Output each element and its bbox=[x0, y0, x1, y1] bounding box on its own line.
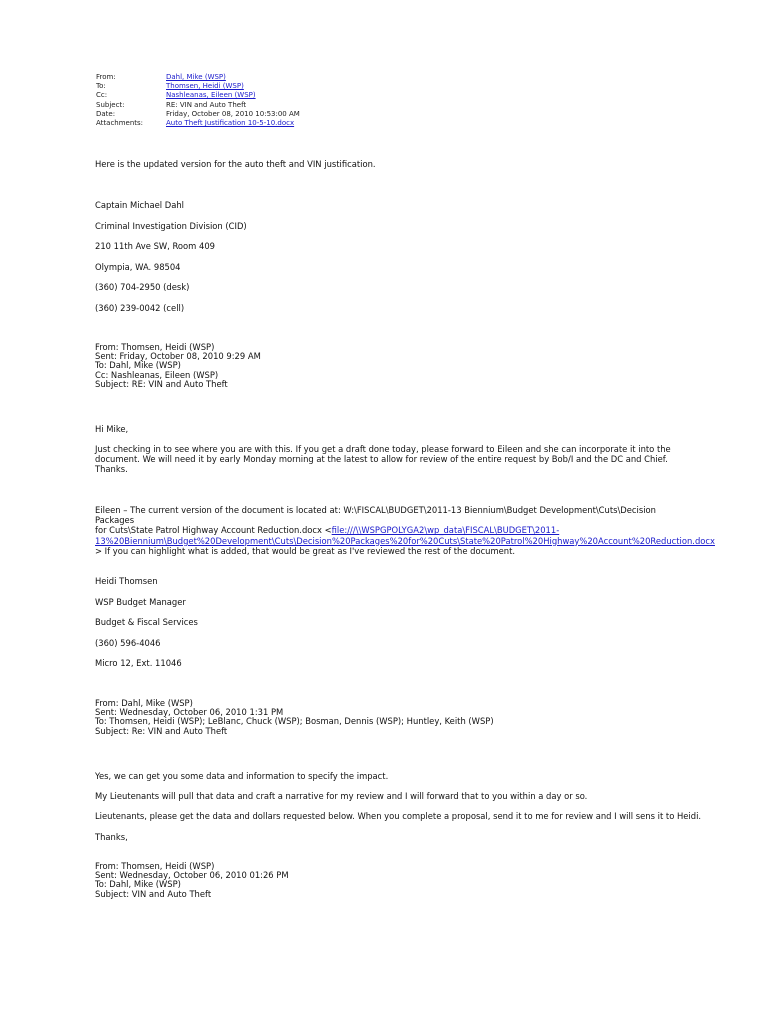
fwd-from: From: Dahl, Mike (WSP) bbox=[95, 698, 193, 708]
fwd-from: From: Thomsen, Heidi (WSP) bbox=[95, 342, 215, 352]
header-cc-row bbox=[96, 91, 300, 100]
fwd-cc: Cc: Nashleanas, Eileen (WSP) bbox=[95, 369, 219, 380]
fwd-to: To: Dahl, Mike (WSP) bbox=[95, 360, 181, 371]
from-link[interactable]: Dahl, Mike (WSP) bbox=[166, 73, 226, 81]
paragraph-text: for Cuts\State Patrol Highway Account Reduction.docx < bbox=[95, 525, 332, 536]
fwd-subject: Subject: Re: VIN and Auto Theft bbox=[95, 725, 228, 736]
header-label: Date: bbox=[96, 109, 116, 118]
forwarded-header bbox=[95, 343, 261, 389]
header-attachments-row bbox=[96, 119, 300, 128]
paragraph-line: Thanks. bbox=[95, 464, 128, 475]
header-label: Attachments: bbox=[96, 119, 144, 128]
paragraph-line: Just checking in to see where you are with this. If you get a draft done today, please forward to Eileen and she can incorporate it into the bbox=[95, 444, 671, 454]
reply-text: My Lieutenants will pull that data and craft a narrative for my review and I will forward that to you within a day or so. bbox=[95, 791, 588, 801]
signature-line: Olympia, WA. 98504 bbox=[95, 262, 181, 272]
fwd-subject: Subject: RE: VIN and Auto Theft bbox=[95, 378, 228, 389]
signature-line: WSP Budget Manager bbox=[95, 597, 186, 607]
paragraph-line: document. We will need it by early Monday morning at the latest to allow for review of the entire request by Bob/I and the DC and Chief. bbox=[95, 454, 668, 465]
signature-line: Criminal Investigation Division (CID) bbox=[95, 221, 247, 231]
paragraph-line bbox=[95, 535, 715, 546]
fwd-to: To: Thomsen, Heidi (WSP); LeBlanc, Chuck (WSP); Bosman, Dennis (WSP); Huntley, Keith (WSP) bbox=[95, 716, 494, 727]
signature-line: Captain Michael Dahl bbox=[95, 200, 184, 210]
reply-text: Thanks, bbox=[95, 832, 128, 842]
date-value: Friday, October 08, 2010 10:53:00 AM bbox=[166, 109, 300, 118]
to-link[interactable]: Thomsen, Heidi (WSP) bbox=[166, 82, 244, 91]
header-label: To: bbox=[96, 82, 106, 91]
header-from-row bbox=[96, 73, 300, 82]
header-label: From: bbox=[96, 73, 116, 81]
header-label: Cc: bbox=[96, 91, 108, 100]
greeting: Hi Mike, bbox=[95, 424, 129, 434]
signature-line: (360) 239-0042 (cell) bbox=[95, 303, 185, 313]
reply-text: Yes, we can get you some data and information to specify the impact. bbox=[95, 771, 389, 781]
header-label: Subject: bbox=[96, 100, 125, 109]
header-date-row bbox=[96, 110, 300, 119]
forwarded-header bbox=[95, 862, 289, 899]
fwd-subject: Subject: VIN and Auto Theft bbox=[95, 888, 212, 899]
paragraph bbox=[95, 444, 695, 475]
signature-line: (360) 596-4046 bbox=[95, 638, 161, 648]
subject-value: RE: VIN and Auto Theft bbox=[166, 100, 247, 109]
fwd-to: To: Dahl, Mike (WSP) bbox=[95, 879, 181, 890]
header-to-row bbox=[96, 82, 300, 91]
paragraph-line bbox=[95, 525, 695, 535]
file-link[interactable]: file:///\\WSPGPOLYGA2\wp_data\FISCAL\BUDGET\2011- bbox=[331, 525, 560, 536]
fwd-sent: Sent: Wednesday, October 06, 2010 1:31 PM bbox=[95, 707, 284, 718]
fwd-sent: Sent: Wednesday, October 06, 2010 01:26 PM bbox=[95, 870, 289, 881]
cc-link[interactable]: Nashleanas, Eileen (WSP) bbox=[166, 91, 256, 100]
intro-text: Here is the updated version for the auto theft and VIN justification. bbox=[95, 159, 376, 169]
fwd-from: From: Thomsen, Heidi (WSP) bbox=[95, 861, 215, 871]
reply-text: Lieutenants, please get the data and dollars requested below. When you complete a proposal, send it to me for review and I will sens it to Heidi. bbox=[95, 811, 702, 821]
email-header bbox=[96, 73, 300, 128]
forwarded-header bbox=[95, 699, 494, 736]
file-location-paragraph bbox=[95, 505, 715, 556]
paragraph-line: Eileen – The current version of the document is located at: W:\FISCAL\BUDGET\2011-13 Biennium\Budget Development\Cuts\Decision Packages bbox=[95, 505, 656, 526]
paragraph-line: > If you can highlight what is added, that would be great as I've reviewed the rest of the document. bbox=[95, 545, 516, 556]
fwd-sent: Sent: Friday, October 08, 2010 9:29 AM bbox=[95, 351, 261, 362]
attachment-link[interactable]: Auto Theft Justification 10-5-10.docx bbox=[166, 119, 295, 128]
signature-line: (360) 704-2950 (desk) bbox=[95, 282, 190, 292]
signature-line: Micro 12, Ext. 11046 bbox=[95, 658, 182, 668]
file-link-continued[interactable]: 13%20Biennium\Budget%20Development\Cuts\Decision%20Packages%20for%20Cuts\State%20Patrol%20Highway%20Account%20Reduction.docx bbox=[95, 535, 715, 546]
signature-line: Heidi Thomsen bbox=[95, 576, 158, 586]
signature-line: Budget & Fiscal Services bbox=[95, 617, 198, 627]
signature-line: 210 11th Ave SW, Room 409 bbox=[95, 241, 215, 251]
header-subject-row bbox=[96, 101, 300, 110]
